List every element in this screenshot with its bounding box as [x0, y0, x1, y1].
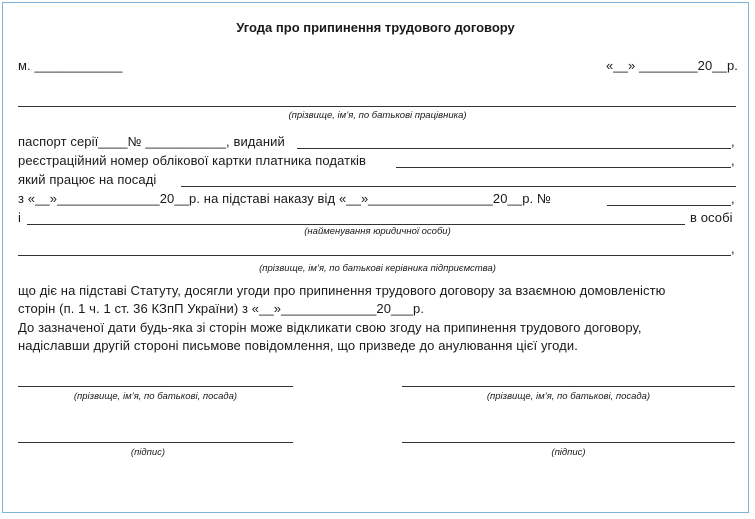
tax-number-line	[396, 167, 731, 168]
employee-name-line	[18, 106, 736, 107]
left-signature-caption: (підпис)	[130, 447, 166, 458]
body-line-3: До зазначеної дати будь-яка зі сторін може відкликати свою згоду на припинення трудового договору,	[18, 320, 642, 335]
position-label: який працює на посаді	[18, 172, 157, 187]
right-name-line	[402, 386, 735, 387]
date-field: «__» ________20__р.	[605, 58, 738, 73]
body-line-2: сторін (п. 1 ч. 1 ст. 36 КЗпП України) з «__»_____________20___р.	[18, 301, 425, 316]
and-label: і	[18, 210, 21, 225]
since-date-text: з «__»______________20__р. на підставі наказу від «__»_________________20__р. №	[18, 191, 551, 206]
left-name-line	[18, 386, 293, 387]
right-signature-caption: (підпис)	[551, 447, 586, 458]
left-name-caption: (прізвище, ім’я, по батькові, посада)	[73, 391, 238, 402]
place-field: м. ____________	[18, 58, 123, 73]
passport-label: паспорт серії____№ ___________, виданий	[18, 134, 285, 149]
entity-caption: (найменування юридичної особи)	[304, 226, 451, 237]
entity-name-line	[27, 224, 685, 225]
right-signature-line	[402, 442, 735, 443]
body-line-1: що діє на підставі Статуту, досягли угоди про припинення трудового договору за взаємною домовленістю	[18, 283, 666, 298]
manager-name-line	[18, 255, 731, 256]
in-person-label: в особі	[690, 210, 733, 225]
issued-by-line	[297, 148, 731, 149]
manager-caption: (прізвище, ім’я, по батькові керівника підприємства)	[259, 263, 496, 274]
document-title: Угода про припинення трудового договору	[236, 20, 515, 35]
tax-registration-label: реєстраційний номер облікової картки платника податків	[18, 153, 366, 168]
employee-name-caption: (прізвище, ім’я, по батькові працівника)	[288, 110, 467, 121]
document-frame	[2, 2, 749, 513]
position-line	[181, 186, 736, 187]
left-signature-line	[18, 442, 293, 443]
order-number-line	[607, 205, 731, 206]
right-name-caption: (прізвище, ім’я, по батькові, посада)	[486, 391, 651, 402]
body-line-4: надіславши другій стороні письмове повідомлення, що призведе до анулювання цієї угоди.	[18, 338, 578, 353]
